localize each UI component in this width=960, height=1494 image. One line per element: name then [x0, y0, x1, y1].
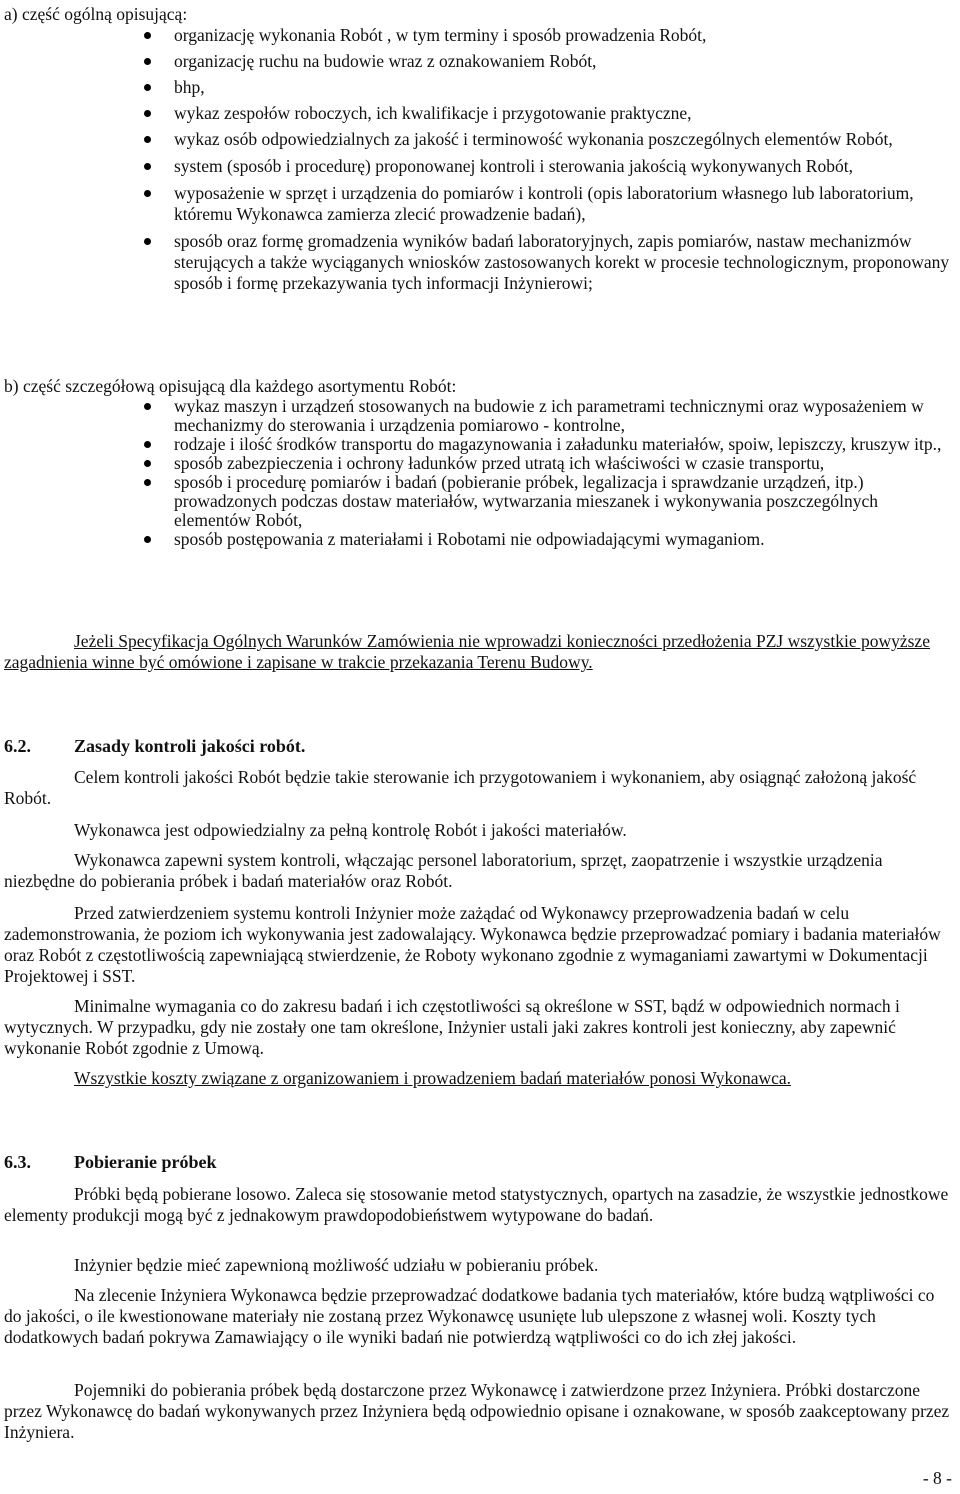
paragraph — [4, 1380, 956, 1443]
list-item: bhp, — [4, 77, 956, 98]
section-title: Zasady kontroli jakości robót. — [74, 736, 306, 756]
part-a-list — [4, 25, 956, 294]
part-a-heading: a) część ogólną opisującą: — [4, 4, 188, 24]
list-item: sposób postępowania z materiałami i Robotami nie odpowiadającymi wymaganiom. — [4, 530, 956, 549]
paragraph-text: Próbki będą pobierane losowo. Zaleca się stosowanie metod statystycznych, opartych na zasadzie, że wszystkie jednostkowe elementy produkcji mogą być z jednakowym prawdopodobieństwem wytypowane do badań. — [4, 1184, 949, 1225]
paragraph-text: Na zlecenie Inżyniera Wykonawca będzie przeprowadzać dodatkowe badania tych materiałów, które budzą wątpliwości co do jakości, o ile kwestionowane materiały nie zostaną przez Wykonawcę usunięte lub ulepszone z własnej woli. Koszty tych dodatkowych badań pokrywa Zamawiający o ile wyniki badań nie potwierdzą wątpliwości co do ich złej jakości. — [4, 1285, 935, 1347]
pzj-note — [4, 631, 956, 673]
paragraph-text: Wykonawca zapewni system kontroli, włączając personel laboratorium, sprzęt, zaopatrzenie i wszystkie urządzenia niezbędne do pobierania próbek i badań materiałów oraz Robót. — [4, 850, 883, 891]
paragraph-text: Wykonawca jest odpowiedzialny za pełną kontrolę Robót i jakości materiałów. — [74, 820, 627, 840]
paragraph — [4, 1255, 956, 1276]
part-b-list — [4, 397, 956, 549]
costs-note — [4, 1068, 956, 1089]
part-b — [4, 376, 956, 549]
paragraph — [4, 767, 956, 809]
paragraph — [4, 996, 956, 1059]
list-item: wyposażenie w sprzęt i urządzenia do pomiarów i kontroli (opis laboratorium własnego lub laboratorium, któremu Wykonawca zamierza zlecić prowadzenie badań), — [4, 183, 956, 225]
paragraph — [4, 1184, 956, 1226]
paragraph-text: Minimalne wymagania co do zakresu badań i ich częstotliwości są określone w SST, bądź w odpowiednich normach i wytycznych. W przypadku, gdy nie zostały one tam określone, Inżynier ustali jaki zakres kontroli jest konieczny, aby zapewnić wykonanie Robót zgodnie z Umową. — [4, 996, 900, 1058]
section-number: 6.2. — [4, 736, 31, 756]
list-item: wykaz maszyn i urządzeń stosowanych na budowie z ich parametrami technicznymi oraz wyposażeniem w mechanizmy do sterowania i urządzenia pomiarowo - kontrolne, — [4, 397, 956, 435]
page-number: - 8 - — [922, 1468, 952, 1488]
list-item: organizację ruchu na budowie wraz z oznakowaniem Robót, — [4, 51, 956, 72]
paragraph — [4, 820, 956, 841]
list-item: rodzaje i ilość środków transportu do magazynowania i załadunku materiałów, spoiw, lepiszczy, kruszyw itp., — [4, 435, 956, 454]
list-item: system (sposób i procedurę) proponowanej kontroli i sterowania jakością wykonywanych Robót, — [4, 156, 956, 177]
list-item: wykaz osób odpowiedzialnych za jakość i terminowość wykonania poszczególnych elementów Robót, — [4, 129, 956, 150]
section-title: Pobieranie próbek — [74, 1152, 217, 1172]
paragraph-text: Przed zatwierdzeniem systemu kontroli Inżynier może zażądać od Wykonawcy przeprowadzenia badań w celu zademonstrowania, że poziom ich wykonywania jest zadowalający. Wykonawca będzie przeprowadzać pomiary i badania materiałów oraz Robót z częstotliwością zapewniającą stwierdzenie, że Roboty wykonano zgodnie z wymaganiami zawartymi w Dokumentacji Projektowej i SST. — [4, 903, 941, 986]
section-6-2 — [4, 736, 956, 757]
section-6-3 — [4, 1152, 956, 1173]
list-item: sposób oraz formę gromadzenia wyników badań laboratoryjnych, zapis pomiarów, nastaw mechanizmów sterujących a także wyciąganych wniosków zastosowanych korekt w procesie technologicznym, proponowany sposób i formę przekazywania tych informacji Inżynierowi; — [4, 231, 956, 294]
part-a — [4, 4, 956, 299]
section-heading — [4, 736, 956, 757]
list-item: organizację wykonania Robót , w tym terminy i sposób prowadzenia Robót, — [4, 25, 956, 46]
list-item: wykaz zespołów roboczych, ich kwalifikacje i przygotowanie praktyczne, — [4, 103, 956, 124]
paragraph-underlined: Wszystkie koszty związane z organizowaniem i prowadzeniem badań materiałów ponosi Wykonawca. — [74, 1068, 792, 1088]
part-b-heading: b) część szczegółową opisującą dla każdego asortymentu Robót: — [4, 376, 457, 396]
paragraph-text: Inżynier będzie mieć zapewnioną możliwość udziału w pobieraniu próbek. — [74, 1255, 599, 1275]
paragraph — [4, 903, 956, 987]
paragraph — [4, 1285, 956, 1348]
list-item: sposób i procedurę pomiarów i badań (pobieranie próbek, legalizacja i sprawdzanie urządzeń, itp.) prowadzonych podczas dostaw materiałów, wytwarzania mieszanek i wykonywania poszczególnych elementów Robót, — [4, 473, 956, 530]
section-heading — [4, 1152, 956, 1173]
note-underlined: Jeżeli Specyfikacja Ogólnych Warunków Zamówienia nie wprowadzi konieczności przedłożenia PZJ wszystkie powyższe zagadnienia winne być omówione i zapisane w trakcie przekazania Terenu Budowy. — [4, 631, 930, 672]
list-item: sposób zabezpieczenia i ochrony ładunków przed utratą ich właściwości w czasie transportu, — [4, 454, 956, 473]
paragraph-text: Celem kontroli jakości Robót będzie takie sterowanie ich przygotowaniem i wykonaniem, aby osiągnąć założoną jakość Robót. — [4, 767, 917, 808]
paragraph — [4, 850, 956, 892]
section-number: 6.3. — [4, 1152, 31, 1172]
paragraph-text: Pojemniki do pobierania próbek będą dostarczone przez Wykonawcę i zatwierdzone przez Inżyniera. Próbki dostarczone przez Wykonawcę do badań wykonywanych przez Inżyniera będą odpowiednio opisane i oznakowane, w sposób zaakceptowany przez Inżyniera. — [4, 1380, 950, 1442]
